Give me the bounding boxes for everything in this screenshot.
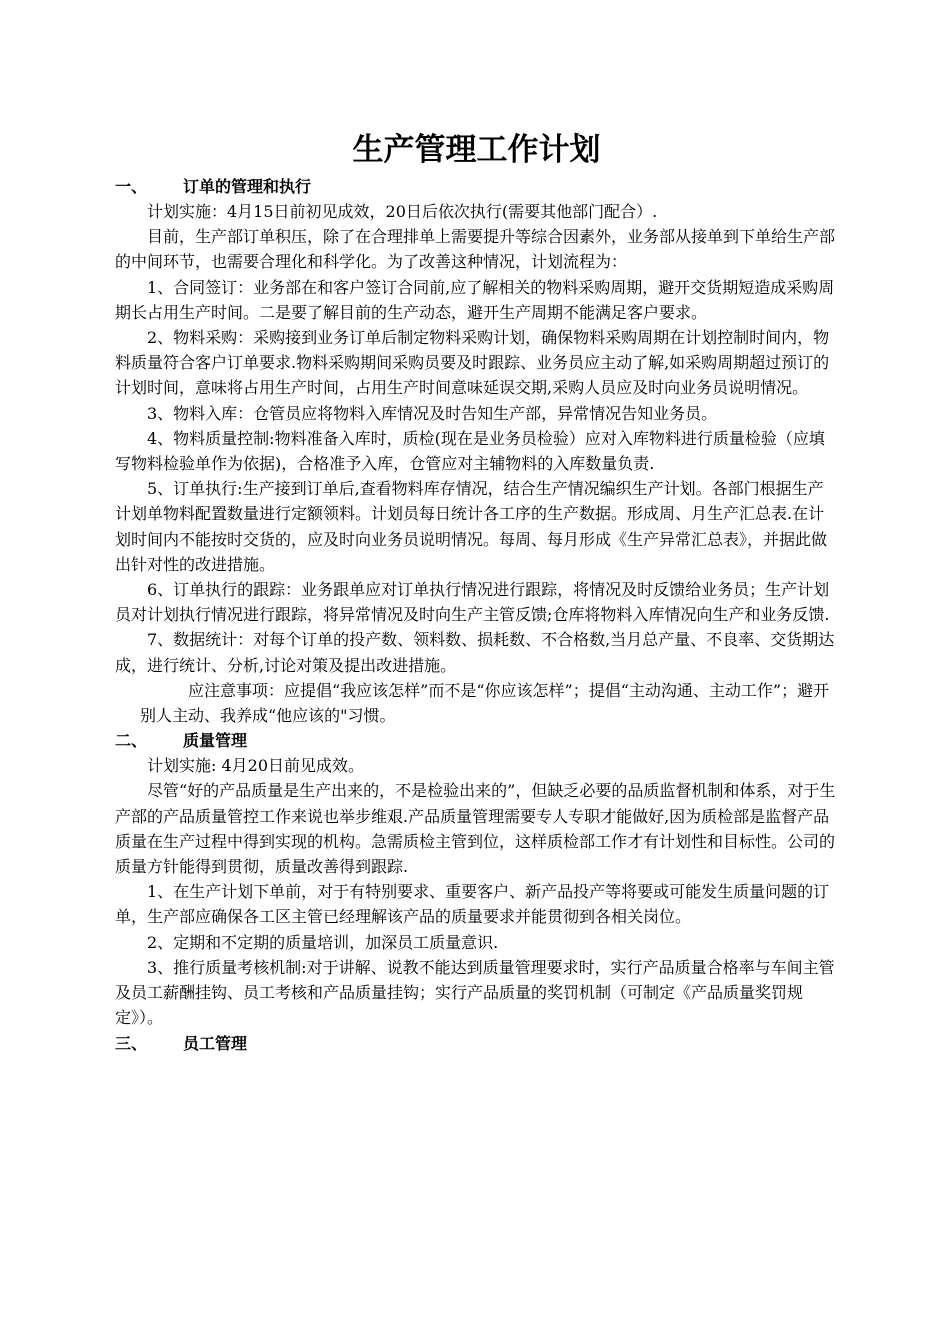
list-item-paragraph: 3、推行质量考核机制:对于讲解、说教不能达到质量管理要求时，实行产品质量合格率与车间主管及员工薪酬挂钩、员工考核和产品质量挂钩；实行产品质量的奖罚机制（可制定《产品质量奖罚规定》）。 xyxy=(115,957,835,1028)
list-item-paragraph: 4、物料质量控制:物料准备入库时，质检(现在是业务员检验）应对入库物料进行质量检验（应填写物料检验单作为依据)，合格准予入库，仓管应对主辅物料的入库数量负责. xyxy=(115,428,825,474)
paragraph: 目前，生产部订单积压，除了在合理排单上需要提升等综合因素外，业务部从接单到下单给生产部的中间环节，也需要合理化和科学化。为了改善这种情况，计划流程为： xyxy=(115,227,836,272)
section-title: 员工管理 xyxy=(183,1033,248,1053)
section-title: 订单的管理和执行 xyxy=(183,177,312,196)
list-item-paragraph: 2、定期和不定期的质量培训，加深员工质量意识. xyxy=(147,932,499,952)
section-heading-staff-management xyxy=(115,1031,838,1056)
document-title: 生产管理工作计划 xyxy=(352,132,601,168)
list-item-paragraph: 7、数据统计：对每个订单的投产数、领料数、损耗数、不合格数,当月总产量、不良率、交货期达成，进行统计、分析,讨论对策及提出改进措施。 xyxy=(115,630,835,675)
list-item-paragraph: 1、合同签订：业务部在和客户签订合同前,应了解相关的物料采购周期，避开交货期短造成采购周期长占用生产时间。二是要了解目前的生产动态，避开生产周期不能满足客户要求。 xyxy=(115,277,835,322)
section-number: 一、 xyxy=(115,177,148,196)
list-item-paragraph: 5、订单执行:生产接到订单后,查看物料库存情况，结合生产情况编织生产计划。各部门根据生产计划单物料配置数量进行定额领料。计划员每日统计各工序的生产数据。形成周、月生产汇总表.在计划时间内不能按时交货的，应及时向业务员说明情况。每周、每月形成《生产异常汇总表》，并据此做出针对性的改进措施。 xyxy=(115,479,828,574)
list-item-paragraph: 2、物料采购：采购接到业务订单后制定物料采购计划，确保物料采购周期在计划控制时间内，物料质量符合客户订单要求.物料采购期间采购员要及时跟踪、业务员应主动了解,如采购周期超过预订的计划时间，意味将占用生产时间，占用生产时间意味延误交期,采购人员应及时向业务员说明情况。 xyxy=(115,328,830,398)
paragraph: 尽管“好的产品质量是生产出来的，不是检验出来的”，但缺乏必要的品质监督机制和体系，对于生产部的产品质量管控工作来说也举步维艰.产品质量管理需要专人专职才能做好,因为质检部是监督产品质量在生产过程中得到实现的机构。急需质检主管到位，这样质检部工作才有计划性和目标性。公司的质量方针能得到贯彻，质量改善得到跟踪. xyxy=(115,781,836,877)
section-heading-order-management xyxy=(115,174,838,199)
section-number: 三、 xyxy=(115,1033,148,1053)
paragraph: 计划实施: 4月20日前见成效。 xyxy=(147,756,365,776)
list-item-paragraph: 1、在生产计划下单前，对于有特别要求、重要客户、新产品投产等将要或可能发生质量问题的订单，生产部应确保各工区主管已经理解该产品的质量要求并能贯彻到各相关岗位。 xyxy=(115,882,830,927)
list-item-paragraph: 6、订单执行的跟踪：业务跟单应对订单执行情况进行跟踪，将情况及时反馈给业务员；生产计划员对计划执行情况进行跟踪，将异常情况及时向生产主管反馈;仓库将物料入库情况向生产和业务反馈. xyxy=(115,580,830,625)
note-paragraph: 应注意事项：应提倡“我应该怎样”而不是“你应该怎样”；提倡“主动沟通、主动工作”；避开别人主动、我养成“他应该的"习惯。 xyxy=(140,680,830,726)
list-item-paragraph: 3、物料入库：仓管员应将物料入库情况及时告知生产部，异常情况告知业务员。 xyxy=(147,403,718,423)
section-heading-quality-management xyxy=(115,728,838,753)
section-number: 二、 xyxy=(115,731,148,751)
paragraph: 计划实施：4月15日前初见成效，20日后依次执行(需要其他部门配合）. xyxy=(147,202,658,221)
section-title: 质量管理 xyxy=(183,731,248,751)
